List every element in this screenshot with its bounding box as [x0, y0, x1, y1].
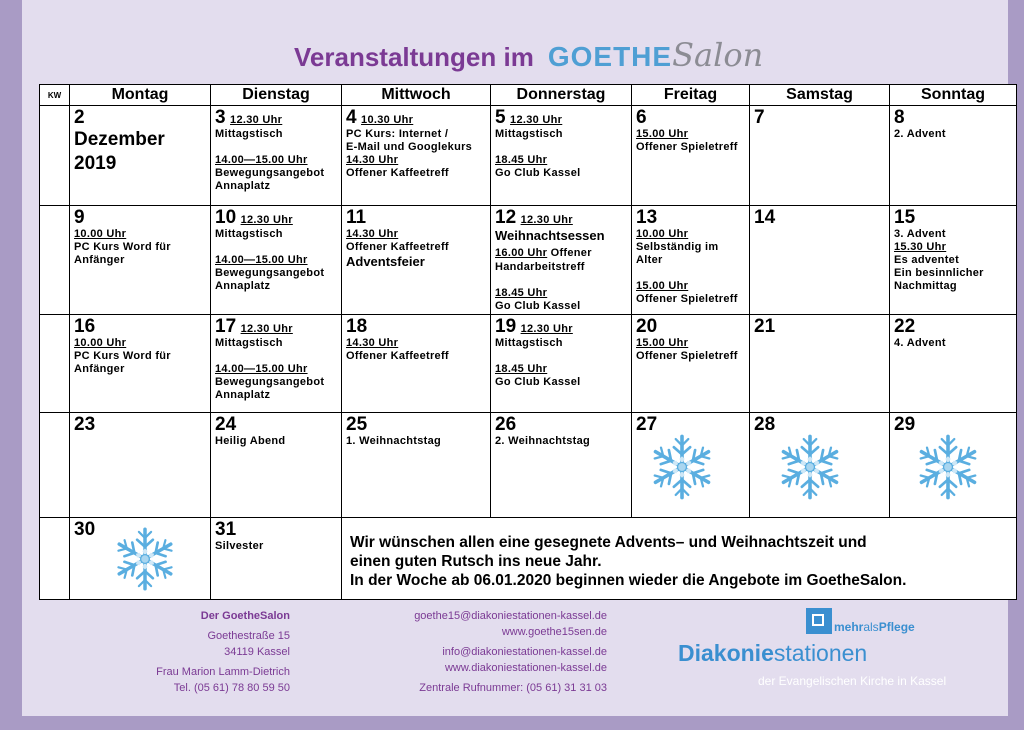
snowflake-icon [912, 431, 984, 503]
page-title [294, 36, 763, 76]
event-label: Go Club Kassel [495, 167, 581, 179]
day-number: 11 [346, 207, 367, 228]
calendar-table [39, 84, 1017, 600]
footer-central-phone: Zentrale Rufnummer: (05 61) 31 31 03 [419, 682, 607, 694]
header-wednesday: Mittwoch [342, 85, 491, 106]
snowflake-icon [646, 431, 718, 503]
day-number: 24 [215, 414, 237, 435]
greeting-message [346, 519, 1012, 590]
footer-web-link[interactable]: www.goethe15sen.de [501, 626, 607, 638]
day-cell [632, 106, 750, 206]
day-cell [890, 413, 1017, 518]
event-label: Mittagstisch [215, 128, 283, 140]
event-label: Bewegungsangebot [215, 376, 325, 388]
day-cell [70, 106, 211, 206]
year-label: 2019 [74, 153, 117, 174]
footer-web-link[interactable]: www.diakoniestationen-kassel.de [444, 662, 607, 674]
day-cell [750, 106, 890, 206]
event-time: 18.45 Uhr [495, 287, 548, 299]
page-panel [22, 0, 1008, 716]
event-label: PC Kurs Word für [74, 350, 171, 362]
day-cell [211, 413, 342, 518]
day-cell [211, 106, 342, 206]
header-friday: Freitag [632, 85, 750, 106]
event-label: Offener Kaffeetreff [346, 241, 449, 253]
event-label: Offener Kaffeetreff [346, 167, 449, 179]
event-time: 14.30 Uhr [346, 154, 399, 166]
event-label: Anfänger [74, 254, 125, 266]
day-cell [70, 518, 211, 600]
day-number: 20 [636, 316, 658, 337]
logo-tagline: mehralsPflege [834, 620, 915, 634]
event-label: Go Club Kassel [495, 376, 581, 388]
day-number: 6 [636, 107, 647, 128]
greeting-line: einen guten Rutsch ins neue Jahr. [350, 553, 602, 570]
day-number: 3 [215, 107, 226, 128]
kw-cell [40, 315, 70, 413]
day-number: 4 [346, 107, 357, 128]
event-label: 1. Weihnachtstag [346, 435, 442, 447]
header-kw: KW [40, 85, 70, 106]
event-label: Alter [636, 254, 663, 266]
day-cell [491, 315, 632, 413]
event-time: 12.30 Uhr [520, 214, 573, 226]
event-label: Offener Spieletreff [636, 141, 738, 153]
event-label: Offener [547, 247, 592, 259]
week-row [40, 206, 1017, 315]
header-tuesday: Dienstag [211, 85, 342, 106]
day-cell [211, 518, 342, 600]
event-time: 10.30 Uhr [361, 114, 414, 126]
event-label: Mittagstisch [495, 337, 563, 349]
event-label: Adventsfeier [346, 254, 425, 269]
day-cell [750, 413, 890, 518]
day-cell [632, 413, 750, 518]
event-label: Mittagstisch [495, 128, 563, 140]
day-number: 31 [215, 519, 237, 540]
snowflake-icon [110, 524, 180, 594]
event-time: 14.00—15.00 Uhr [215, 363, 308, 375]
kw-cell [40, 206, 70, 315]
event-label: E-Mail und Googlekurs [346, 141, 473, 153]
day-number: 2 [74, 107, 85, 128]
footer-email-link[interactable]: info@diakoniestationen-kassel.de [442, 646, 607, 658]
event-label: Mittagstisch [215, 337, 283, 349]
day-cell [890, 106, 1017, 206]
event-label: Go Club Kassel [495, 300, 581, 312]
event-label: Annaplatz [215, 389, 271, 401]
day-number: 10 [215, 207, 237, 228]
day-number: 23 [74, 414, 96, 435]
day-number: 21 [754, 316, 776, 337]
footer-email-link[interactable]: goethe15@diakoniestationen-kassel.de [414, 610, 607, 622]
day-cell [632, 315, 750, 413]
week-row [40, 413, 1017, 518]
header-sunday: Sonntag [890, 85, 1017, 106]
footer-city: 34119 Kassel [224, 646, 290, 658]
event-time: 16.00 Uhr [495, 247, 548, 259]
snowflake-icon [774, 431, 846, 503]
event-label: Annaplatz [215, 180, 271, 192]
event-label: Handarbeitstreff [495, 261, 585, 273]
logo-subtitle: der Evangelischen Kirche in Kassel [758, 674, 947, 688]
event-time: 12.30 Uhr [240, 323, 293, 335]
week-row [40, 518, 1017, 600]
bottom-border [0, 716, 1024, 730]
diakonie-logo [678, 608, 998, 698]
event-label: 4. Advent [894, 337, 946, 349]
event-time: 10.00 Uhr [74, 337, 127, 349]
event-label: Annaplatz [215, 280, 271, 292]
title-brand-salon: Salon [672, 36, 764, 74]
event-time: 12.30 Uhr [230, 114, 283, 126]
event-time: 14.30 Uhr [346, 228, 399, 240]
title-brand-goethe: GOETHE [547, 41, 673, 72]
event-label: Bewegungsangebot [215, 167, 325, 179]
day-cell [890, 315, 1017, 413]
day-cell [211, 315, 342, 413]
event-label: Ein besinnlicher [894, 267, 984, 279]
event-time: 10.00 Uhr [636, 228, 689, 240]
event-label: Bewegungsangebot [215, 267, 325, 279]
event-time: 14.00—15.00 Uhr [215, 154, 308, 166]
event-label: Silvester [215, 540, 264, 552]
day-number: 12 [495, 207, 517, 228]
event-time: 12.30 Uhr [240, 214, 293, 226]
day-number: 5 [495, 107, 506, 128]
greeting-line: Wir wünschen allen eine gesegnete Advents– und Weihnachtszeit und [350, 534, 867, 551]
event-time: 12.30 Uhr [520, 323, 573, 335]
day-number: 16 [74, 316, 96, 337]
day-cell [491, 206, 632, 315]
footer-contact: Frau Marion Lamm-Dietrich [156, 666, 290, 678]
footer-street: Goethestraße 15 [207, 630, 290, 642]
greeting-line: In der Woche ab 06.01.2020 beginnen wieder die Angebote im GoetheSalon. [350, 572, 907, 589]
day-cell [342, 206, 491, 315]
event-label: PC Kurs: Internet / [346, 128, 449, 140]
event-label: Weihnachtsessen [495, 228, 605, 243]
event-time: 12.30 Uhr [510, 114, 563, 126]
event-label: Es adventet [894, 254, 960, 266]
event-label: Selbständig im [636, 241, 719, 253]
day-number: 22 [894, 316, 916, 337]
event-label: Offener Spieletreff [636, 350, 738, 362]
day-cell [750, 206, 890, 315]
kw-cell [40, 518, 70, 600]
footer-address [142, 608, 290, 696]
event-label: 2. Weihnachtstag [495, 435, 591, 447]
day-cell [70, 206, 211, 315]
event-label: Offener Spieletreff [636, 293, 738, 305]
event-label: Anfänger [74, 363, 125, 375]
left-border [0, 0, 22, 730]
day-number: 9 [74, 207, 85, 228]
event-time: 15.00 Uhr [636, 337, 689, 349]
footer-phone: Tel. (05 61) 78 80 59 50 [173, 682, 290, 694]
event-time: 10.00 Uhr [74, 228, 127, 240]
day-number: 17 [215, 316, 237, 337]
title-prefix: Veranstaltungen im [294, 42, 534, 72]
footer-org: Der GoetheSalon [200, 610, 290, 622]
week-row [40, 315, 1017, 413]
event-time: 15.30 Uhr [894, 241, 947, 253]
day-cell [750, 315, 890, 413]
day-cell [342, 315, 491, 413]
footer-contacts [390, 608, 607, 696]
day-number: 29 [894, 414, 916, 435]
event-label: 3. Advent [894, 228, 946, 240]
day-number: 26 [495, 414, 517, 435]
event-time: 14.30 Uhr [346, 337, 399, 349]
event-time: 18.45 Uhr [495, 154, 548, 166]
week-row [40, 106, 1017, 206]
event-label: 2. Advent [894, 128, 946, 140]
logo-icon [806, 608, 832, 634]
kw-cell [40, 413, 70, 518]
event-label: PC Kurs Word für [74, 241, 171, 253]
event-label: Heilig Abend [215, 435, 286, 447]
day-cell [70, 413, 211, 518]
event-time: 15.00 Uhr [636, 128, 689, 140]
month-label: Dezember [74, 129, 165, 150]
kw-cell [40, 106, 70, 206]
header-saturday: Samstag [750, 85, 890, 106]
day-number: 7 [754, 107, 765, 128]
day-number: 14 [754, 207, 776, 228]
event-label: Mittagstisch [215, 228, 283, 240]
day-cell [890, 206, 1017, 315]
day-number: 28 [754, 414, 776, 435]
event-label: Offener Kaffeetreff [346, 350, 449, 362]
day-cell [491, 413, 632, 518]
greeting-cell [342, 518, 1017, 600]
day-cell [70, 315, 211, 413]
day-number: 19 [495, 316, 517, 337]
day-number: 15 [894, 207, 916, 228]
day-number: 8 [894, 107, 905, 128]
day-cell [491, 106, 632, 206]
logo-name: Diakoniestationen [678, 640, 868, 666]
day-number: 18 [346, 316, 368, 337]
day-number: 27 [636, 414, 658, 435]
header-thursday: Donnerstag [491, 85, 632, 106]
day-number: 30 [74, 519, 96, 540]
event-time: 14.00—15.00 Uhr [215, 254, 308, 266]
day-number: 13 [636, 207, 658, 228]
event-label: Nachmittag [894, 280, 957, 292]
header-monday: Montag [70, 85, 211, 106]
day-cell [632, 206, 750, 315]
day-number: 25 [346, 414, 368, 435]
header-row [40, 85, 1017, 106]
day-cell [342, 106, 491, 206]
event-time: 15.00 Uhr [636, 280, 689, 292]
day-cell [342, 413, 491, 518]
day-cell [211, 206, 342, 315]
event-time: 18.45 Uhr [495, 363, 548, 375]
